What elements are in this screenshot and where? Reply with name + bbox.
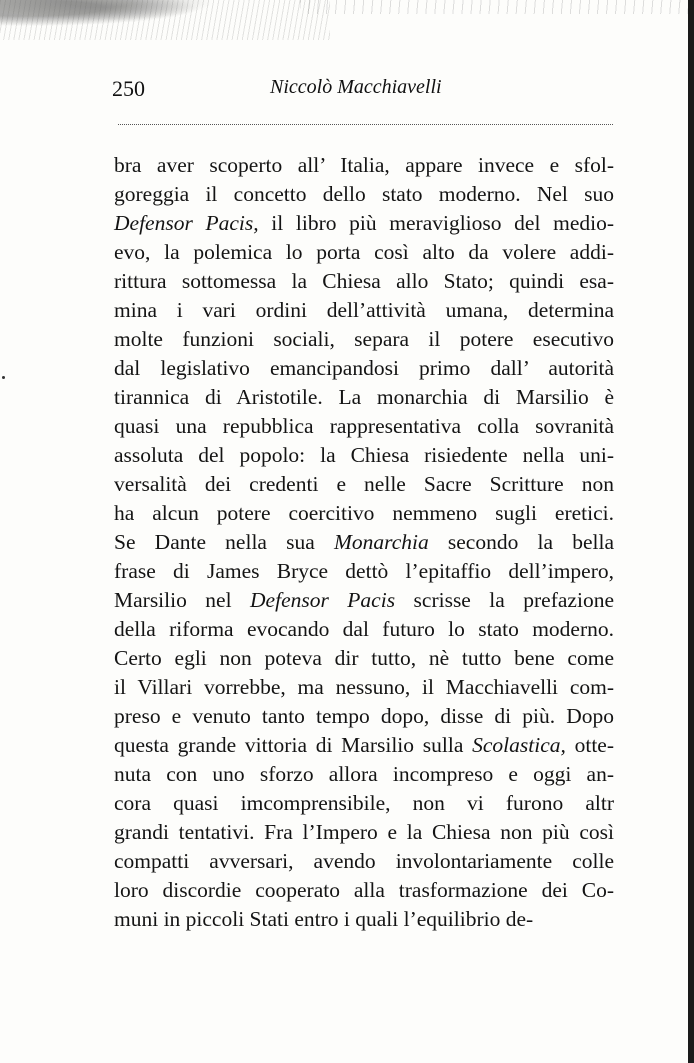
text-line bbox=[114, 586, 614, 615]
text-line bbox=[114, 702, 614, 731]
text-line bbox=[114, 354, 614, 383]
text-run: il libro più meraviglioso del medio- bbox=[258, 211, 614, 235]
text-run: questa grande vittoria di Marsilio sulla bbox=[114, 733, 473, 757]
italic-title: Monarchia bbox=[333, 530, 429, 554]
text-line bbox=[114, 615, 614, 644]
scan-artifact-top bbox=[300, 0, 694, 14]
scan-edge-shadow bbox=[688, 0, 694, 1063]
text-run: secondo la bella bbox=[428, 530, 614, 554]
text-run: compatti avversari, avendo involontariamente colle bbox=[114, 849, 614, 873]
text-line bbox=[114, 847, 614, 876]
text-line bbox=[114, 673, 614, 702]
running-title: Niccolò Macchiavelli bbox=[270, 76, 442, 98]
text-run: Marsilio nel bbox=[114, 588, 251, 612]
text-run: loro discordie cooperato alla trasformazione dei Co- bbox=[114, 878, 614, 902]
text-run: Se Dante nella sua bbox=[114, 530, 334, 554]
text-run: bra aver scoperto all’ Italia, appare invece e sfol- bbox=[114, 153, 614, 177]
text-run: assoluta del popolo: la Chiesa risiedente nella uni- bbox=[114, 443, 614, 467]
page-number: 250 bbox=[112, 76, 145, 101]
text-line bbox=[114, 470, 614, 499]
text-run: nuta con uno sforzo allora incompreso e oggi an- bbox=[114, 762, 614, 786]
text-line bbox=[114, 557, 614, 586]
text-run: evo, la polemica lo porta così alto da volere addi- bbox=[114, 240, 614, 264]
text-line bbox=[114, 412, 614, 441]
text-line bbox=[114, 209, 614, 238]
text-run: Certo egli non poteva dir tutto, nè tutto bene come bbox=[114, 646, 614, 670]
text-run: versalità dei credenti e nelle Sacre Scritture non bbox=[114, 472, 614, 496]
text-line bbox=[114, 499, 614, 528]
text-line bbox=[114, 528, 614, 557]
text-line bbox=[114, 180, 614, 209]
text-run: rittura sottomessa la Chiesa allo Stato; quindi esa- bbox=[114, 269, 614, 293]
text-line bbox=[114, 760, 614, 789]
text-run: mina i vari ordini dell’attività umana, determina bbox=[114, 298, 614, 322]
text-run: tirannica di Aristotile. La monarchia di Marsilio è bbox=[114, 385, 614, 409]
text-line bbox=[114, 325, 614, 354]
text-run: goreggia il concetto dello stato moderno. Nel suo bbox=[114, 182, 614, 206]
text-run: grandi tentativi. Fra l’Impero e la Chiesa non più così bbox=[114, 820, 614, 844]
text-line bbox=[114, 441, 614, 470]
text-run: ha alcun potere coercitivo nemmeno sugli eretici. bbox=[114, 501, 614, 525]
text-run: muni in piccoli Stati entro i quali l’equilibrio de- bbox=[114, 907, 534, 931]
text-run: preso e venuto tanto tempo dopo, disse di più. Dopo bbox=[114, 704, 614, 728]
body-text bbox=[114, 151, 614, 934]
text-run: scrisse la prefazione bbox=[395, 588, 614, 612]
italic-title: Scolastica, bbox=[472, 733, 566, 757]
text-line bbox=[114, 876, 614, 905]
text-line bbox=[114, 267, 614, 296]
text-line bbox=[114, 238, 614, 267]
text-line bbox=[114, 383, 614, 412]
text-run: frase di James Bryce dettò l’epitaffio dell’impero, bbox=[114, 559, 614, 583]
text-line bbox=[114, 905, 614, 934]
text-line bbox=[114, 644, 614, 673]
scan-artifact bbox=[0, 0, 330, 40]
text-run: cora quasi imcomprensibile, non vi furono altr bbox=[114, 791, 614, 815]
text-line bbox=[114, 789, 614, 818]
text-run: quasi una repubblica rappresentativa colla sovranità bbox=[114, 414, 614, 438]
margin-mark bbox=[2, 376, 5, 379]
text-line bbox=[114, 296, 614, 325]
text-line bbox=[114, 151, 614, 180]
text-run: della riforma evocando dal futuro lo stato moderno. bbox=[114, 617, 614, 641]
text-run: molte funzioni sociali, separa il potere esecutivo bbox=[114, 327, 614, 351]
italic-title: Defensor Pacis, bbox=[114, 211, 259, 235]
text-line bbox=[114, 731, 614, 760]
text-line bbox=[114, 818, 614, 847]
header-rule bbox=[118, 124, 613, 125]
text-run: otte- bbox=[565, 733, 614, 757]
italic-title: Defensor Pacis bbox=[250, 588, 396, 612]
text-run: il Villari vorrebbe, ma nessuno, il Macchiavelli com- bbox=[114, 675, 614, 699]
running-header bbox=[112, 76, 612, 108]
text-run: dal legislativo emancipandosi primo dall’ autorità bbox=[114, 356, 614, 380]
